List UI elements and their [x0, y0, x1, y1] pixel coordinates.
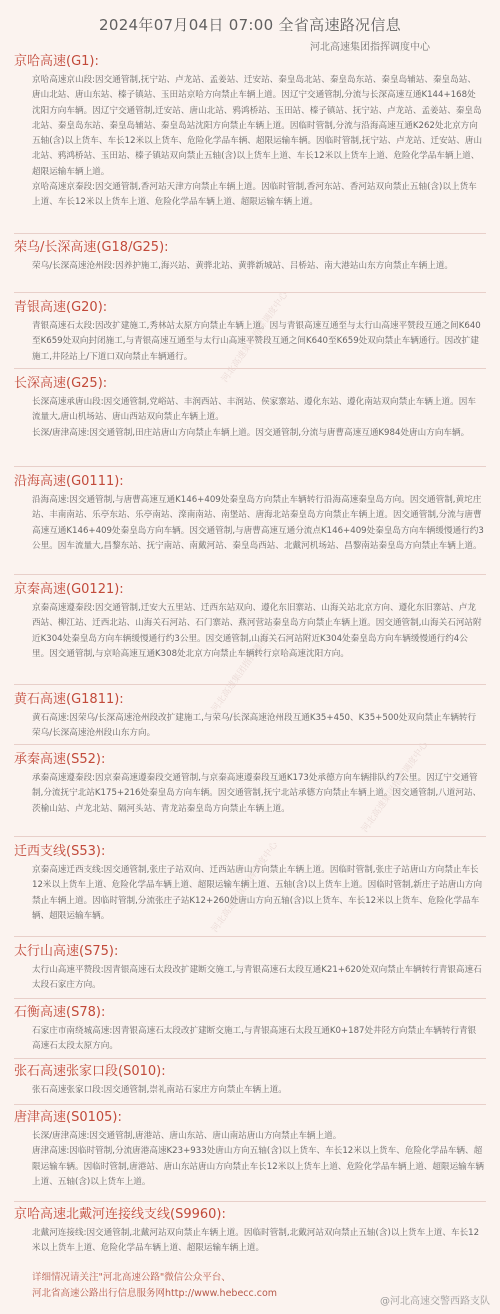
divider — [14, 574, 486, 575]
section-title: 京哈高速(G1): — [14, 54, 99, 69]
section-paragraph: 长深/唐津高速:因交通管制,唐港站、唐山东站、唐山南站唐山方向禁止车辆上道。 — [32, 1131, 342, 1141]
section-title: 张石高速张家口段(S010): — [14, 1064, 166, 1079]
section-title: 京秦高速(G0121): — [14, 582, 124, 597]
footer-note — [32, 1270, 277, 1302]
page-subtitle: 河北高速集团指挥调度中心 — [310, 42, 430, 53]
section-g1811 — [14, 692, 488, 742]
divider — [14, 744, 486, 745]
section-g0111 — [14, 474, 488, 554]
section-paragraph: 长深高速承唐山段:因交通管制,党峪站、丰润西站、丰润站、侯家寨站、遵化东站、遵化南站双向禁止车辆上道。因车流量大,唐山机场站、唐山西站双向禁止车辆上道。 — [32, 397, 476, 423]
section-s010 — [14, 1064, 488, 1098]
section-title: 青银高速(G20): — [14, 300, 108, 315]
section-paragraph: 荣乌/长深高速沧州段:因养护施工,海兴站、黄骅北站、黄骅新城站、吕桥站、南大港站山东方向禁止车辆上道。 — [32, 261, 454, 271]
section-title: 荣乌/长深高速(G18/G25): — [14, 240, 169, 255]
section-paragraph: 京秦高速遵秦段:因交通管制,迁安大五里站、迁西东站双向、遵化东旧寨站、山海关站北京方向、遵化东旧寨站、卢龙西站、柳江站、迁西北站、山海关石河站、石门寨站、燕河营站秦皇岛方向禁止车辆上道。因交通管制,山海关石河站附近K304处秦皇岛方向车辆缓慢通行约3公里。因交通管制,山海关石河站附近K304处秦皇岛方向车辆缓慢通行约4公里。因交通管制,与京哈高速互通K308处北京方向禁止车辆转行京哈高速沈阳方向。 — [32, 603, 482, 659]
section-title: 石衡高速(S78): — [14, 1005, 106, 1020]
page-title: 2024年07月04日 07:00 全省高速路况信息 — [99, 16, 401, 34]
watermark: 河北高速集团指挥调度中心 — [210, 620, 281, 715]
section-g0121 — [14, 582, 488, 662]
section-paragraph: 承秦高速遵秦段:因京秦高速遵秦段交通管制,与京秦高速遵秦段互通K173处承德方向车辆排队约7公里。因辽宁交通管制,分流抚宁北站K175+216处秦皇岛方向车辆。因交通管制,抚宁北站承德方向禁止车辆上道。因交通管制,八道河站、茨榆山站、卢龙北站、隔河头站、青龙站秦皇岛方向禁止车辆上道。 — [32, 773, 482, 814]
divider — [14, 1058, 486, 1059]
section-g18-g25 — [14, 240, 488, 274]
footer-line[interactable]: 河北省高速公路出行信息服务网http://www.hebecc.com — [32, 1288, 278, 1299]
divider — [14, 233, 486, 234]
section-s78 — [14, 1005, 488, 1055]
section-s75 — [14, 944, 488, 994]
section-s0105 — [14, 1110, 488, 1190]
section-title: 沿海高速(G0111): — [14, 474, 124, 489]
divider — [14, 836, 486, 837]
section-paragraph: 石家庄市南绕城高速:因青银高速石太段改扩建断交施工,与青银高速石太段互通K0+187处井陉方向禁止车辆转行青银高速石太段太原方向。 — [32, 1026, 477, 1052]
section-paragraph: 太行山高速平赞段:因青银高速石太段改扩建断交施工,与青银高速石太段互通K21+620处双向禁止车辆转行青银高速石太段石家庄方向。 — [32, 965, 482, 991]
section-paragraph: 长深/唐津高速:因交通管制,田庄站唐山方向禁止车辆上道。因交通管制,分流与唐曹高速互通K984处唐山方向车辆。 — [32, 427, 470, 438]
section-paragraph: 黄石高速:因荣乌/长深高速沧州段改扩建施工,与荣乌/长深高速沧州段互通K35+450、K35+500处双向禁止车辆转行荣乌/长深高速沧州段山东方向。 — [32, 713, 477, 739]
section-paragraph: 北戴河连接线:因交通管制,北戴河站双向禁止车辆上道。因临时管制,北戴河站双向禁止五轴(含)以上货车上道、车长12米以上货车上道、危险化学品车辆上道、超限运输车辆上道。 — [32, 1228, 480, 1254]
section-paragraph: 京秦高速迁西支线:因交通管制,张庄子站双向、迁西站唐山方向禁止车辆上道。因临时管制,张庄子站唐山方向禁止车长12米以上货车上道、危险化学品车辆上道、超限运输车辆上道、五轴(含)以上货车上道。因临时管制,新庄子站唐山方向禁止车辆上道。因临时管制,分流张庄子站K12+260处唐山方向五轴(含)以上货车、车长12米以上货车、危险化学品车辆、超限运输车辆。 — [32, 865, 483, 921]
divider — [14, 684, 486, 685]
section-g20 — [14, 300, 488, 365]
footer-brand: @河北高速交警西路支队 — [380, 1296, 490, 1307]
section-paragraph: 京哈高速京山段:因交通管制,抚宁站、卢龙站、孟姜站、迁安站、秦皇岛北站、秦皇岛东站、秦皇岛辅站、秦皇岛站、唐山北站、唐山东站、榛子镇站、玉田站京哈方向禁止车辆上道。因辽宁交通管制,分流与长深高速互通K144+168处沈阳方向车辆。因辽宁交通管制,迁安站、唐山北站、鸦鸿桥站、玉田站、榛子镇站、抚宁站、卢龙站、孟姜站、秦皇岛北站、秦皇岛东站、秦皇岛辅站、秦皇岛站沈阳方向禁止车辆上道。因临时管制,分流与沿海高速互通K262处北京方向五轴(含)以上货车、车长12米以上货车、危险化学品车辆、超限运输车辆。因临时管制,抚宁站、卢龙站、迁安站、唐山北站、鸦鸿桥站、玉田站、榛子镇站双向禁止五轴(含)以上货车上道、车长12米以上货车上道、危险化学品车辆上道、超限运输车辆上道。 — [32, 75, 483, 177]
watermark: 河北高速集团指挥调度中心 — [220, 290, 291, 385]
section-paragraph: 张石高速张家口段:因交通管制,崇礼南站石家庄方向禁止车辆上道。 — [32, 1085, 287, 1095]
section-g25 — [14, 376, 488, 441]
divider — [14, 466, 486, 467]
section-title: 迁西支线(S53): — [14, 844, 106, 859]
divider — [14, 292, 486, 293]
section-s52 — [14, 752, 488, 817]
divider — [14, 368, 486, 369]
section-title: 太行山高速(S75): — [14, 944, 119, 959]
divider — [14, 1201, 486, 1202]
section-title: 黄石高速(G1811): — [14, 692, 124, 707]
divider — [14, 1104, 486, 1105]
section-title: 长深高速(G25): — [14, 376, 108, 391]
section-paragraph: 沿海高速:因交通管制,与唐曹高速互通K146+409处秦皇岛方向禁止车辆转行沿海高速秦皇岛方向。因交通管制,黄坨庄站、丰南南站、乐亭东站、乐亭南站、滦南南站、南堡站、唐海北站秦皇岛方向禁止车辆上道。因交通管制,分流与唐曹高速互通K146+409处秦皇岛方向车辆。因交通管制,与唐曹高速互通分流点K146+409处秦皇岛方向车辆缓慢通行约3公里。因车流量大,昌黎东站、抚宁南站、南戴河站、秦皇岛西站、北戴河机场站、昌黎南站秦皇岛方向禁止车辆上道。 — [32, 495, 484, 551]
divider — [14, 936, 486, 937]
section-title: 唐津高速(S0105): — [14, 1110, 122, 1125]
section-title: 承秦高速(S52): — [14, 752, 106, 767]
section-s53 — [14, 844, 488, 924]
divider — [14, 998, 486, 999]
section-g1 — [14, 54, 488, 211]
section-paragraph: 唐津高速:因临时管制,分流唐港高速K23+933处唐山方向五轴(含)以上货车、车长12米以上货车、危险化学品车辆、超限运输车辆。因临时管制,唐港站、唐山东站唐山方向禁止车长12米以上货车上道、危险化学品车辆上道、超限运输车辆上道、五轴(含)以上货车上道。 — [32, 1146, 484, 1187]
section-paragraph: 京哈高速京秦段:因交通管制,香河站天津方向禁止车辆上道。因临时管制,香河东站、香河站双向禁止五轴(含)以上货车上道、车长12米以上货车上道、危险化学品车辆上道、超限运输车辆上道。 — [32, 182, 477, 208]
section-paragraph: 青银高速石太段:因改扩建施工,秀林站太原方向禁止车辆上道。因与青银高速互通至与太行山高速平赞段互通之间K640至K659处双向封闭施工,与青银高速互通至与太行山高速平赞段互通之间K640至K659处双向禁止车辆通行。因改扩建施工,井陉站上/下道口双向禁止车辆通行。 — [32, 321, 481, 362]
watermark: 河北高速集团指挥调度中心 — [210, 840, 281, 935]
section-title: 京哈高速北戴河连接线支线(S9960): — [14, 1207, 226, 1222]
section-s9960 — [14, 1207, 488, 1257]
footer-line: 详细情况请关注"河北高速公路"微信公众平台、 — [32, 1272, 231, 1283]
watermark: 河北高速集团指挥调度中心 — [360, 740, 431, 835]
